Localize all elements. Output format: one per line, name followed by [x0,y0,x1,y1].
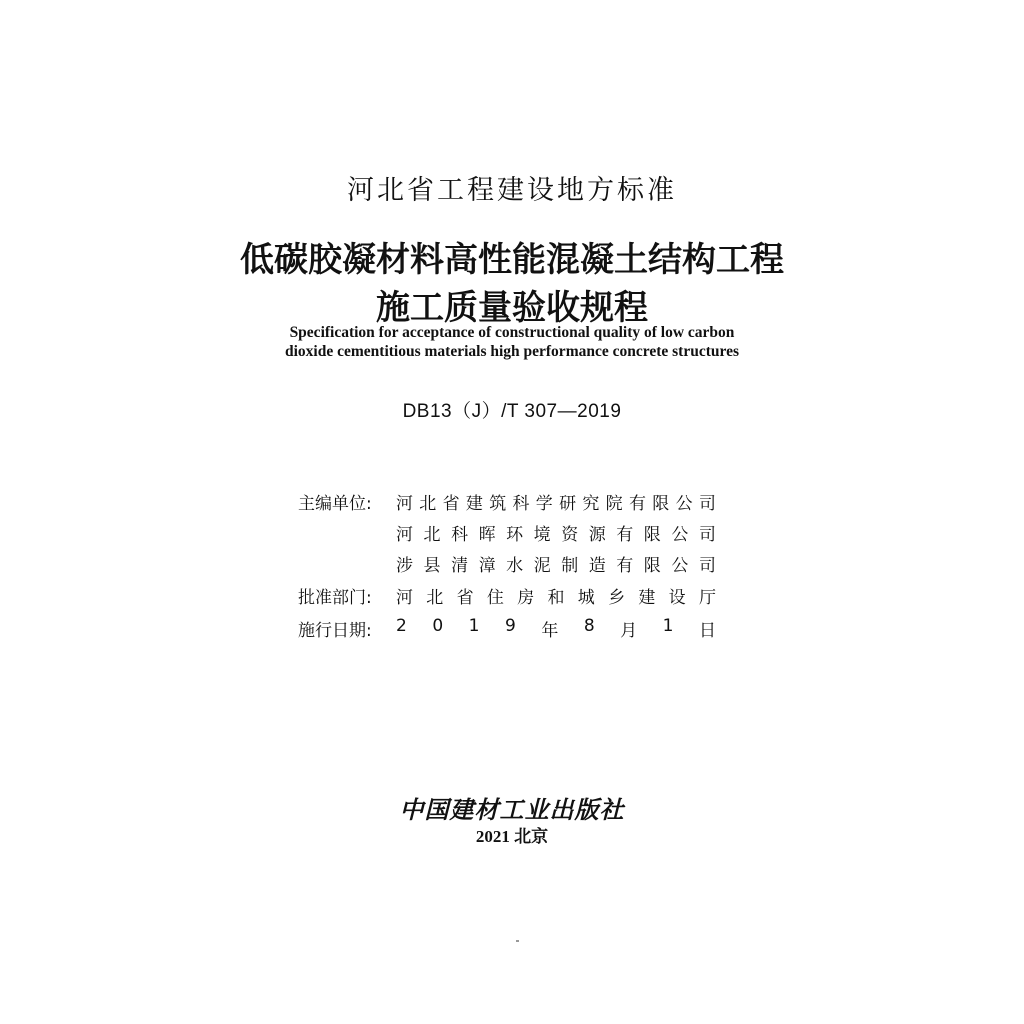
effective-date-char: 2 [396,616,407,636]
info-char: 建 [638,588,656,608]
effective-date-char: 0 [432,616,444,636]
info-char: 晖 [478,525,496,545]
main-title-line-1: 低碳胶凝材料高性能混凝土结构工程 [240,240,784,280]
editor-unit-2 [396,520,716,545]
editor-unit-3 [396,551,716,576]
effective-date-char: 9 [504,616,516,636]
standard-code: DB13（J）/T 307—2019 [402,401,622,422]
info-char: 泥 [533,556,551,576]
info-char: 司 [698,525,716,545]
info-char: 漳 [478,556,496,576]
info-char: 河 [396,525,413,545]
scan-speck [516,940,519,942]
info-char: 公 [671,556,689,576]
info-char: 乡 [608,588,626,608]
info-char: 河 [396,588,413,608]
info-char: 科 [512,494,530,514]
info-char: 厅 [698,588,716,608]
info-char: 北 [419,494,437,514]
info-char: 房 [517,588,535,608]
info-char: 司 [698,494,716,514]
publication-year-place: 2021 北京 [475,827,549,846]
info-char: 造 [588,556,606,576]
editor-unit-1 [396,489,716,514]
info-char: 有 [616,525,634,545]
info-char: 境 [533,525,551,545]
info-char: 清 [451,556,469,576]
info-char: 源 [588,525,606,545]
effective-date-value [396,616,716,641]
series-title: 河北省工程建设地方标准 [347,175,677,206]
info-char: 省 [442,494,460,514]
effective-date-char: 1 [662,616,674,636]
info-char: 司 [698,556,716,576]
info-char: 北 [426,588,444,608]
info-char: 涉 [396,556,413,576]
main-title-line-2: 施工质量验收规程 [376,288,648,328]
info-char: 河 [396,494,413,514]
effective-date-char: 8 [583,616,595,636]
info-char: 有 [616,556,634,576]
info-char: 究 [582,494,600,514]
editor-label: 主编单位: [298,494,372,514]
approver-value [396,583,716,608]
english-title-line-2: dioxide cementitious materials high performance concrete structures [285,343,739,360]
info-char: 筑 [489,494,507,514]
info-char: 限 [643,556,661,576]
approver-label: 批准部门: [298,588,372,608]
effective-date-char: 年 [541,621,559,641]
info-char: 公 [675,494,693,514]
info-char: 资 [561,525,579,545]
info-char: 学 [535,494,553,514]
info-char: 省 [456,588,474,608]
effective-date-label: 施行日期: [298,621,372,641]
info-char: 和 [547,588,565,608]
info-char: 北 [423,525,441,545]
effective-date-char: 日 [698,621,716,641]
info-char: 有 [628,494,646,514]
info-char: 水 [506,556,524,576]
publisher-logo: 中国建材工业出版社 [399,795,625,824]
info-char: 公 [671,525,689,545]
info-char: 县 [423,556,441,576]
info-char: 设 [668,588,686,608]
effective-date-char: 1 [468,616,480,636]
info-char: 限 [652,494,670,514]
info-char: 建 [465,494,483,514]
english-title-line-1: Specification for acceptance of constructional quality of low carbon [289,324,735,341]
info-char: 研 [559,494,577,514]
info-char: 科 [451,525,469,545]
info-char: 环 [506,525,524,545]
info-char: 住 [486,588,504,608]
info-char: 制 [561,556,579,576]
effective-date-char: 月 [620,621,638,641]
info-char: 院 [605,494,623,514]
info-char: 城 [577,588,595,608]
info-char: 限 [643,525,661,545]
